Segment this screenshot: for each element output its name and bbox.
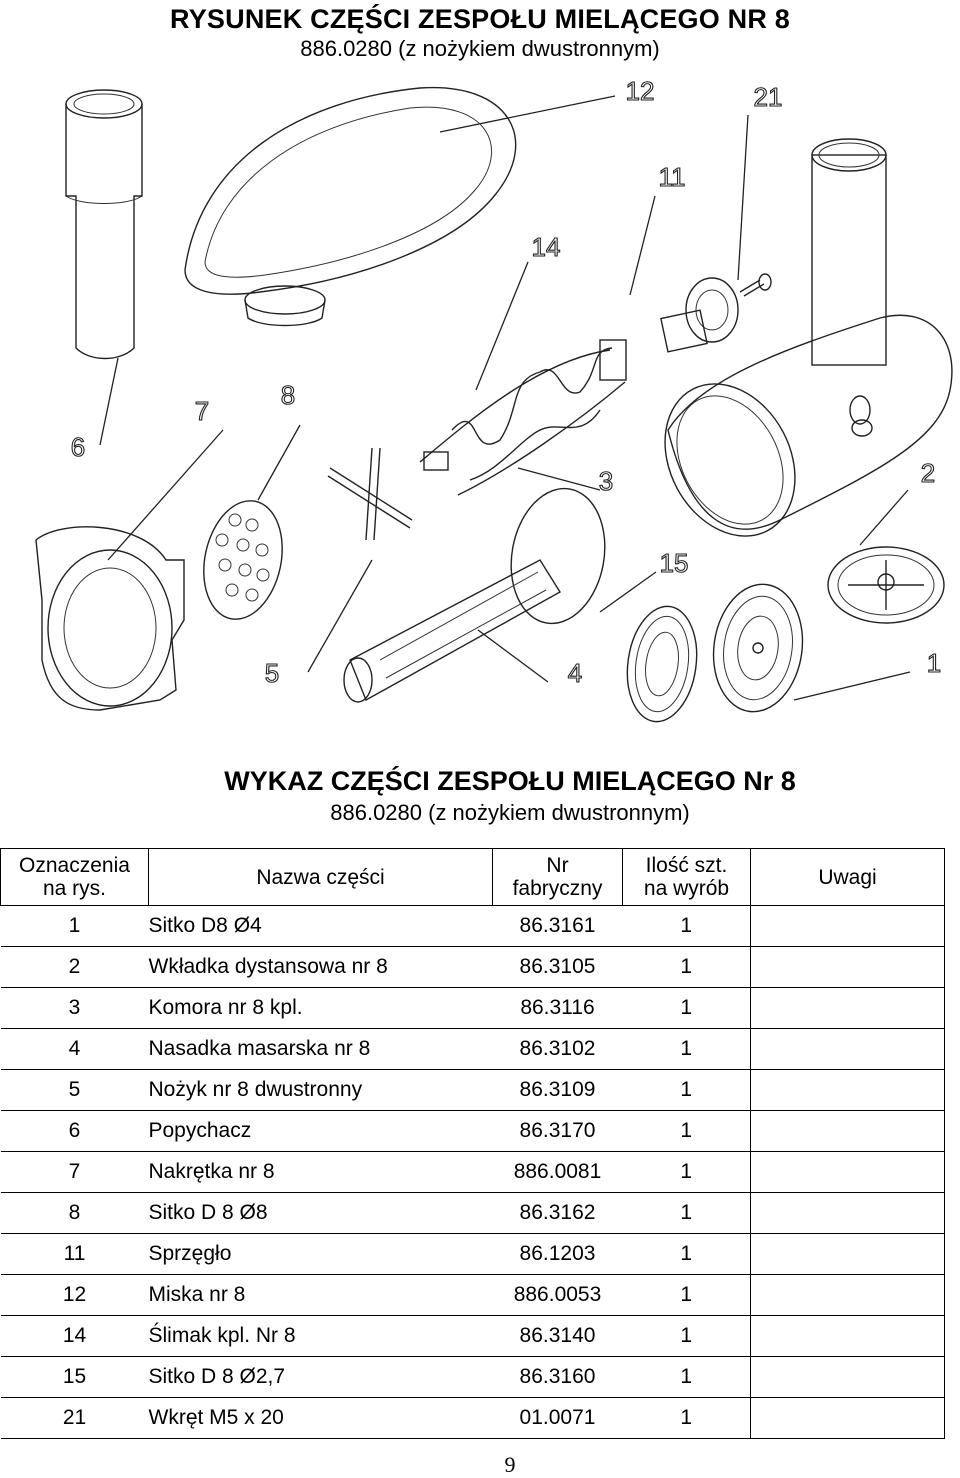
callout-number: 4 [567, 658, 583, 688]
part-number-cell: 11 [1, 1234, 149, 1275]
exploded-parts-drawing [0, 70, 960, 760]
part-number-cell: 2 [1, 947, 149, 988]
header-qty-line2: na wyrób [643, 877, 730, 900]
screw-part-21 [740, 274, 771, 296]
remarks-cell [751, 1357, 945, 1398]
callout-number: 7 [194, 396, 210, 426]
part-name-cell: Wkręt M5 x 20 [149, 1398, 493, 1439]
part-name-cell: Sitko D 8 Ø2,7 [149, 1357, 493, 1398]
part-number-cell: 7 [1, 1152, 149, 1193]
part-number-cell: 12 [1, 1275, 149, 1316]
callout-number: 2 [920, 458, 936, 488]
header-num-line2: na rys. [42, 877, 107, 900]
parts-row [1, 1152, 945, 1193]
leader-lines [100, 96, 910, 700]
part-number-cell: 21 [1, 1398, 149, 1439]
callout-number: 11 [658, 162, 686, 192]
quantity-cell: 1 [623, 1029, 751, 1070]
part-name-cell: Nasadka masarska nr 8 [149, 1029, 493, 1070]
header-fab-line1: Nr [546, 854, 569, 877]
callout-number: 15 [659, 548, 689, 578]
header-qty-line1: Ilość szt. [645, 854, 728, 877]
knife-part-5 [328, 448, 412, 540]
remarks-cell [751, 1152, 945, 1193]
plate-part-15 [620, 602, 703, 726]
parts-table [0, 848, 945, 1439]
parts-row [1, 988, 945, 1029]
quantity-cell: 1 [623, 1193, 751, 1234]
remarks-cell [751, 1070, 945, 1111]
header-num [1, 849, 149, 906]
quantity-cell: 1 [623, 947, 751, 988]
factory-number-cell: 886.0081 [493, 1152, 623, 1193]
part-number-cell: 15 [1, 1357, 149, 1398]
header-name: Nazwa części [149, 849, 493, 906]
part-number-cell: 4 [1, 1029, 149, 1070]
quantity-cell: 1 [623, 988, 751, 1029]
list-subtitle: 886.0280 (z nożykiem dwustronnym) [330, 800, 690, 825]
factory-number-cell: 86.3105 [493, 947, 623, 988]
remarks-cell [751, 1234, 945, 1275]
part-number-cell: 3 [1, 988, 149, 1029]
list-title: WYKAZ CZĘŚCI ZESPOŁU MIELĄCEGO Nr 8 [224, 766, 796, 796]
part-number-cell: 1 [1, 906, 149, 947]
remarks-cell [751, 1111, 945, 1152]
part-name-cell: Nożyk nr 8 dwustronny [149, 1070, 493, 1111]
remarks-cell [751, 947, 945, 988]
factory-number-cell: 86.3102 [493, 1029, 623, 1070]
quantity-cell: 1 [623, 1398, 751, 1439]
callout-number: 14 [531, 232, 561, 262]
spacer-part-2 [828, 547, 944, 623]
quantity-cell: 1 [623, 1070, 751, 1111]
plate-part-1 [706, 578, 811, 717]
factory-number-cell: 86.1203 [493, 1234, 623, 1275]
part-name-cell: Komora nr 8 kpl. [149, 988, 493, 1029]
chamber-part-3 [639, 139, 951, 559]
parts-row [1, 1070, 945, 1111]
factory-number-cell: 86.3162 [493, 1193, 623, 1234]
header-qty [623, 849, 751, 906]
bowl-part-12 [185, 88, 516, 326]
header-fab [493, 849, 623, 906]
part-name-cell: Nakrętka nr 8 [149, 1152, 493, 1193]
parts-table-body [1, 906, 945, 1439]
part-number-cell: 8 [1, 1193, 149, 1234]
page-number: 9 [504, 1452, 516, 1477]
part-name-cell: Sitko D 8 Ø8 [149, 1193, 493, 1234]
part-name-cell: Wkładka dystansowa nr 8 [149, 947, 493, 988]
factory-number-cell: 86.3160 [493, 1357, 623, 1398]
ring-nut-part-7 [36, 527, 184, 710]
drawing-title: RYSUNEK CZĘŚCI ZESPOŁU MIELĄCEGO NR 8 [170, 4, 790, 34]
quantity-cell: 1 [623, 1316, 751, 1357]
remarks-cell [751, 906, 945, 947]
parts-row [1, 1316, 945, 1357]
callout-numbers [71, 76, 941, 688]
header-remarks: Uwagi [751, 849, 945, 906]
parts-row [1, 906, 945, 947]
factory-number-cell: 886.0053 [493, 1275, 623, 1316]
quantity-cell: 1 [623, 1234, 751, 1275]
quantity-cell: 1 [623, 1152, 751, 1193]
part-name-cell: Miska nr 8 [149, 1275, 493, 1316]
parts-row [1, 1111, 945, 1152]
coupling-part-11 [661, 278, 738, 352]
callout-number: 1 [926, 648, 942, 678]
remarks-cell [751, 1275, 945, 1316]
plate-part-8 [193, 493, 292, 626]
factory-number-cell: 86.3140 [493, 1316, 623, 1357]
callout-number: 6 [70, 432, 86, 462]
parts-row [1, 1398, 945, 1439]
parts-row [1, 947, 945, 988]
part-number-cell: 6 [1, 1111, 149, 1152]
part-name-cell: Popychacz [149, 1111, 493, 1152]
quantity-cell: 1 [623, 1111, 751, 1152]
factory-number-cell: 01.0071 [493, 1398, 623, 1439]
factory-number-cell: 86.3161 [493, 906, 623, 947]
worm-part-14 [420, 340, 626, 495]
quantity-cell: 1 [623, 906, 751, 947]
parts-row [1, 1029, 945, 1070]
callout-number: 5 [264, 658, 280, 688]
parts-table-header [1, 849, 945, 906]
remarks-cell [751, 1193, 945, 1234]
factory-number-cell: 86.3170 [493, 1111, 623, 1152]
callout-number: 8 [280, 380, 296, 410]
part-name-cell: Sitko D8 Ø4 [149, 906, 493, 947]
callout-number: 21 [753, 82, 783, 112]
factory-number-cell: 86.3116 [493, 988, 623, 1029]
factory-number-cell: 86.3109 [493, 1070, 623, 1111]
parts-row [1, 1193, 945, 1234]
parts-row [1, 1234, 945, 1275]
part-name-cell: Ślimak kpl. Nr 8 [149, 1316, 493, 1357]
part-number-cell: 14 [1, 1316, 149, 1357]
callout-number: 3 [598, 466, 614, 496]
quantity-cell: 1 [623, 1275, 751, 1316]
remarks-cell [751, 988, 945, 1029]
drawing-subtitle: 886.0280 (z nożykiem dwustronnym) [300, 36, 660, 61]
pusher-part-6 [66, 90, 142, 359]
parts-row [1, 1275, 945, 1316]
remarks-cell [751, 1029, 945, 1070]
remarks-cell [751, 1398, 945, 1439]
header-fab-line2: fabryczny [512, 877, 603, 900]
part-name-cell: Sprzęgło [149, 1234, 493, 1275]
remarks-cell [751, 1316, 945, 1357]
quantity-cell: 1 [623, 1357, 751, 1398]
part-number-cell: 5 [1, 1070, 149, 1111]
callout-number: 12 [625, 76, 655, 106]
header-num-line1: Oznaczenia [19, 854, 130, 877]
parts-row [1, 1357, 945, 1398]
